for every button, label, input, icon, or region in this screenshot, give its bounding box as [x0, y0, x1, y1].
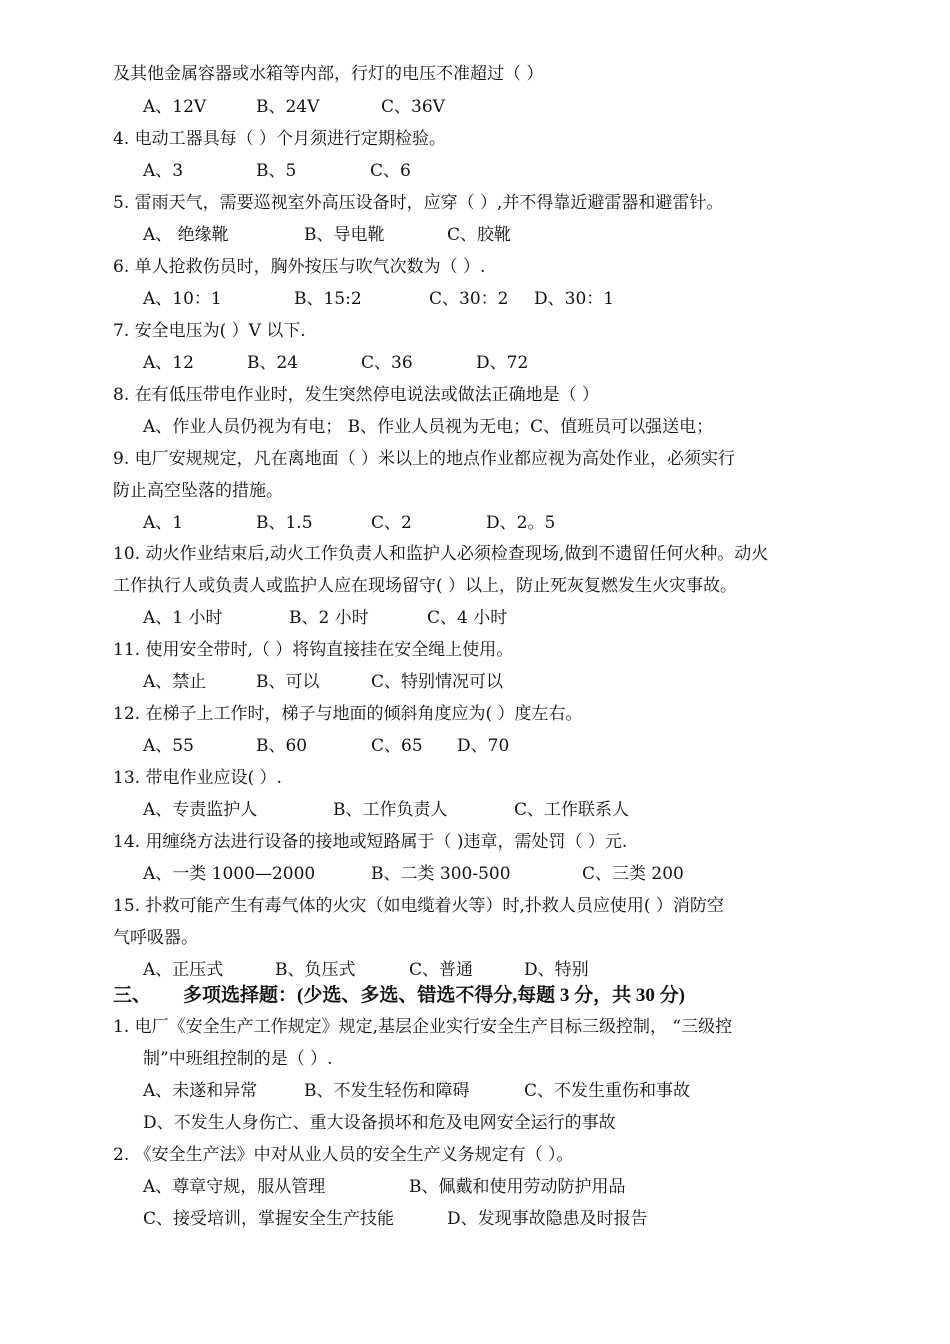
option-a: A、 绝缘靴 — [143, 225, 229, 245]
question-5-options — [143, 223, 643, 247]
option-a: A、12V — [143, 97, 207, 117]
option-c: C、30：2 — [429, 289, 509, 309]
option-a: A、12 — [143, 353, 194, 373]
multi-question-2-options-row-1 — [143, 1175, 703, 1199]
option-b: B、不发生轻伤和障碍 — [304, 1081, 470, 1101]
option-c: C、36 — [361, 353, 413, 373]
question-14-options — [143, 862, 743, 886]
question-8-options: A、作业人员仍视为有电； B、作业人员视为无电；C、值班员可以强送电； — [143, 417, 714, 437]
question-4-options — [143, 159, 643, 183]
option-b: B、24V — [256, 97, 320, 117]
option-d: D、30：1 — [534, 289, 615, 309]
question-10-continuation: 工作执行人或负责人或监护人应在现场留守( ）以上，防止死灰复燃发生火灾事故。 — [113, 576, 738, 596]
option-b: B、佩戴和使用劳动防护用品 — [409, 1177, 626, 1197]
option-d: D、发现事故隐患及时报告 — [447, 1209, 648, 1229]
option-c: C、工作联系人 — [514, 800, 630, 820]
question-10-options — [143, 606, 663, 630]
option-a: A、禁止 — [143, 672, 207, 692]
option-c: C、三类 200 — [582, 864, 684, 884]
question-7-options — [143, 351, 663, 375]
option-b: B、24 — [247, 353, 299, 373]
option-d: D、特别 — [524, 960, 589, 980]
question-7: 7. 安全电压为( ）V 以下. — [113, 321, 306, 341]
option-c: C、不发生重伤和事故 — [524, 1081, 691, 1101]
option-a: A、尊章守规，服从管理 — [143, 1177, 326, 1197]
multi-question-1-option-d: D、不发生人身伤亡、重大设备损坏和危及电网安全运行的事故 — [143, 1113, 616, 1133]
question-6: 6. 单人抢救伤员时，胸外按压与吹气次数为（ ）. — [113, 257, 486, 277]
multi-question-1-continuation: 制”中班组控制的是（ ）. — [143, 1049, 333, 1069]
option-a: A、10：1 — [143, 289, 222, 309]
question-11: 11. 使用安全带时,（ ）将钩直接挂在安全绳上使用。 — [113, 640, 514, 660]
option-b: B、导电靴 — [304, 225, 385, 245]
option-c: C、特别情况可以 — [371, 672, 504, 692]
question-9-continuation: 防止高空坠落的措施。 — [113, 481, 283, 501]
section-number: 三、 — [113, 985, 152, 1006]
question-12-options — [143, 734, 663, 758]
option-a: A、未遂和异常 — [143, 1081, 258, 1101]
question-15: 15. 扑救可能产生有毒气体的火灾（如电缆着火等）时,扑救人员应使用( ）消防空 — [113, 896, 724, 916]
option-b: B、15:2 — [294, 289, 362, 309]
option-a: A、一类 1000—2000 — [143, 864, 316, 884]
question-15-continuation: 气呼吸器。 — [113, 928, 198, 948]
question-15-options — [143, 958, 663, 982]
question-4: 4. 电动工器具每（ ）个月须进行定期检验。 — [113, 129, 447, 149]
question-14: 14. 用缠绕方法进行设备的接地或短路属于（ )违章，需处罚（ ）元. — [113, 832, 628, 852]
question-9-options — [143, 511, 663, 535]
option-c: C、2 — [371, 513, 412, 533]
question-3-continuation: 及其他金属容器或水箱等内部，行灯的电压不准超过（ ） — [113, 64, 544, 84]
section-heading — [113, 983, 685, 1009]
option-b: B、可以 — [256, 672, 320, 692]
option-c: C、6 — [370, 161, 411, 181]
option-c: C、36V — [381, 97, 445, 117]
option-c: C、65 — [371, 736, 423, 756]
option-d: D、70 — [457, 736, 510, 756]
multi-question-2-options-row-2 — [143, 1207, 703, 1231]
option-c: C、普通 — [409, 960, 474, 980]
option-a: A、3 — [143, 161, 184, 181]
option-a: A、专责监护人 — [143, 800, 258, 820]
question-11-options — [143, 670, 663, 694]
option-a: A、55 — [143, 736, 194, 756]
section-title: 多项选择题：(少选、多选、错选不得分,每题 3 分，共 30 分) — [183, 985, 685, 1006]
option-b: B、负压式 — [275, 960, 356, 980]
question-8: 8. 在有低压带电作业时，发生突然停电说法或做法正确地是（ ） — [113, 385, 600, 405]
question-6-options — [143, 287, 663, 311]
question-9: 9. 电厂安规规定，凡在离地面（ ）米以上的地点作业都应视为高处作业，必须实行 — [113, 449, 736, 469]
option-c: C、4 小时 — [427, 608, 508, 628]
question-13: 13. 带电作业应设( ）. — [113, 768, 282, 788]
option-a: A、1 小时 — [143, 608, 223, 628]
question-5: 5. 雷雨天气，需要巡视室外高压设备时，应穿（ ）,并不得靠近避雷器和避雷针。 — [113, 193, 724, 213]
option-a: A、正压式 — [143, 960, 224, 980]
question-10-line-1: 10. 动火作业结束后,动火工作负责人和监护人必须检查现场,做到不遗留任何火种。动火 — [113, 544, 769, 564]
option-c: C、接受培训，掌握安全生产技能 — [143, 1209, 395, 1229]
option-b: B、60 — [256, 736, 308, 756]
option-a: A、1 — [143, 513, 184, 533]
option-c: C、胶靴 — [447, 225, 512, 245]
question-13-options — [143, 798, 703, 822]
option-b: B、1.5 — [256, 513, 313, 533]
question-12: 12. 在梯子上工作时，梯子与地面的倾斜角度应为( ）度左右。 — [113, 704, 583, 724]
option-b: B、工作负责人 — [333, 800, 448, 820]
question-3-options — [143, 95, 643, 119]
option-d: D、2。5 — [486, 513, 556, 533]
multi-question-1: 1. 电厂《安全生产工作规定》规定,基层企业实行安全生产目标三级控制， “三级控 — [113, 1017, 733, 1037]
multi-question-1-options-row-1 — [143, 1079, 743, 1103]
multi-question-2: 2. 《安全生产法》中对从业人员的安全生产义务规定有（ ）。 — [113, 1145, 574, 1165]
option-d: D、72 — [476, 353, 529, 373]
option-b: B、2 小时 — [289, 608, 369, 628]
option-b: B、二类 300-500 — [371, 864, 511, 884]
option-b: B、5 — [256, 161, 297, 181]
